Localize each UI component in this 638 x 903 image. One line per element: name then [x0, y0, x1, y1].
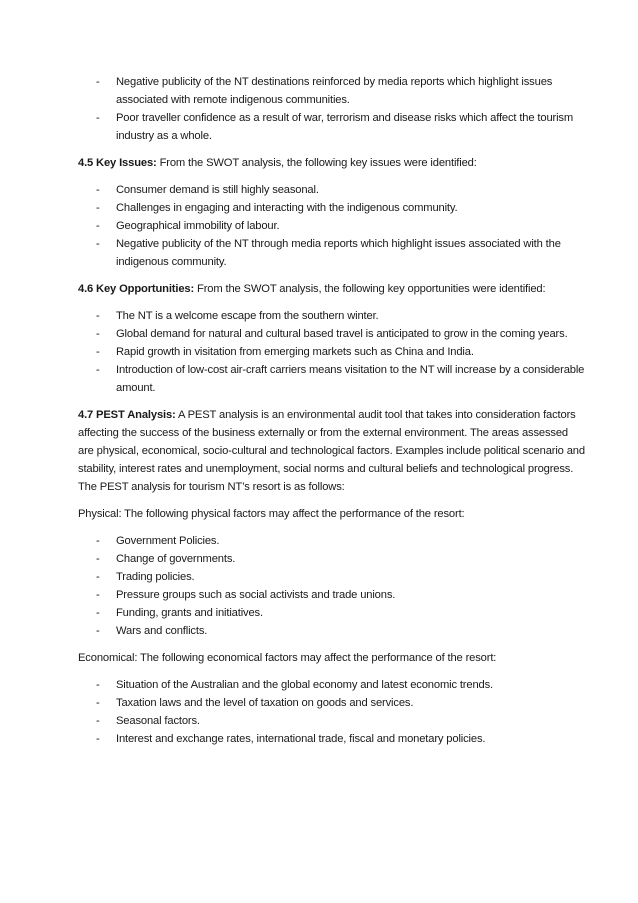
bullet-dash: -	[96, 310, 100, 322]
list-item-text: Government Policies.	[116, 535, 220, 547]
pest-paragraph	[78, 406, 586, 496]
list-item	[96, 325, 586, 343]
key-opportunities-intro: From the SWOT analysis, the following key opportunities were identified:	[194, 283, 546, 295]
list-item	[96, 712, 586, 730]
list-item-text: Consumer demand is still highly seasonal.	[116, 184, 319, 196]
bullet-dash: -	[96, 328, 100, 340]
list-item	[96, 622, 586, 640]
list-item-text: Poor traveller confidence as a result of war, terrorism and disease risks which affect the tourism industry as a whole.	[116, 112, 574, 142]
list-item-text: Trading policies.	[116, 571, 195, 583]
list-item	[96, 550, 586, 568]
key-issues-intro: From the SWOT analysis, the following key issues were identified:	[156, 157, 477, 169]
list-item-text: Wars and conflicts.	[116, 625, 208, 637]
list-item	[96, 199, 586, 217]
list-item-text: Introduction of low-cost air-craft carriers means visitation to the NT will increase by a considerable amount.	[116, 364, 585, 394]
list-item	[96, 109, 586, 145]
pest-heading: 4.7 PEST Analysis:	[78, 409, 176, 421]
list-item-text: Situation of the Australian and the global economy and latest economic trends.	[116, 679, 493, 691]
bullet-dash: -	[96, 607, 100, 619]
key-issues-list	[78, 181, 586, 271]
list-item-text: Rapid growth in visitation from emerging markets such as China and India.	[116, 346, 474, 358]
bullet-dash: -	[96, 733, 100, 745]
list-item-text: Taxation laws and the level of taxation on goods and services.	[116, 697, 414, 709]
key-issues-paragraph	[78, 154, 586, 172]
list-item-text: Challenges in engaging and interacting with the indigenous community.	[116, 202, 458, 214]
list-item-text: Pressure groups such as social activists and trade unions.	[116, 589, 396, 601]
list-item	[96, 532, 586, 550]
list-item	[96, 73, 586, 109]
top-list	[78, 73, 586, 145]
list-item-text: Global demand for natural and cultural based travel is anticipated to grow in the coming years.	[116, 328, 568, 340]
list-item	[96, 181, 586, 199]
list-item-text: Interest and exchange rates, international trade, fiscal and monetary policies.	[116, 733, 486, 745]
key-opportunities-paragraph	[78, 280, 586, 298]
key-issues-heading: 4.5 Key Issues:	[78, 157, 157, 169]
pest-intro: A PEST analysis is an environmental audit tool that takes into consideration factors affecting the success of the business externally or from the external environment. The areas assessed are physical, economical, socio-cultural and technological factors. Examples include political scenario and stability, interest rates and unemployment, social norms and cultural beliefs and technological progress. The PEST analysis for tourism NT’s resort is as follows:	[78, 409, 585, 493]
bullet-dash: -	[96, 346, 100, 358]
list-item-text: Seasonal factors.	[116, 715, 200, 727]
bullet-dash: -	[96, 625, 100, 637]
bullet-dash: -	[96, 202, 100, 214]
list-item-text: Change of governments.	[116, 553, 236, 565]
key-opportunities-heading: 4.6 Key Opportunities:	[78, 283, 195, 295]
physical-list	[78, 532, 586, 640]
list-item	[96, 586, 586, 604]
bullet-dash: -	[96, 697, 100, 709]
list-item-text: Funding, grants and initiatives.	[116, 607, 263, 619]
list-item	[96, 235, 586, 271]
list-item-text: Negative publicity of the NT destinations reinforced by media reports which highlight issues associated with remote indigenous communities.	[116, 76, 553, 106]
bullet-dash: -	[96, 535, 100, 547]
list-item	[96, 604, 586, 622]
list-item	[96, 676, 586, 694]
bullet-dash: -	[96, 238, 100, 250]
bullet-dash: -	[96, 589, 100, 601]
list-item	[96, 307, 586, 325]
bullet-dash: -	[96, 553, 100, 565]
list-item	[96, 694, 586, 712]
economical-list	[78, 676, 586, 748]
list-item	[96, 568, 586, 586]
list-item-text: Geographical immobility of labour.	[116, 220, 280, 232]
bullet-dash: -	[96, 715, 100, 727]
list-item-text: The NT is a welcome escape from the southern winter.	[116, 310, 379, 322]
bullet-dash: -	[96, 679, 100, 691]
bullet-dash: -	[96, 571, 100, 583]
bullet-dash: -	[96, 76, 100, 88]
list-item	[96, 361, 586, 397]
list-item-text: Negative publicity of the NT through media reports which highlight issues associated with the indigenous community.	[116, 238, 561, 268]
bullet-dash: -	[96, 184, 100, 196]
bullet-dash: -	[96, 112, 100, 124]
list-item	[96, 730, 586, 748]
list-item	[96, 217, 586, 235]
bullet-dash: -	[96, 364, 100, 376]
bullet-dash: -	[96, 220, 100, 232]
economical-intro: Economical: The following economical factors may affect the performance of the resort:	[78, 652, 497, 664]
key-opportunities-list	[78, 307, 586, 397]
list-item	[96, 343, 586, 361]
physical-intro: Physical: The following physical factors may affect the performance of the resort:	[78, 508, 465, 520]
